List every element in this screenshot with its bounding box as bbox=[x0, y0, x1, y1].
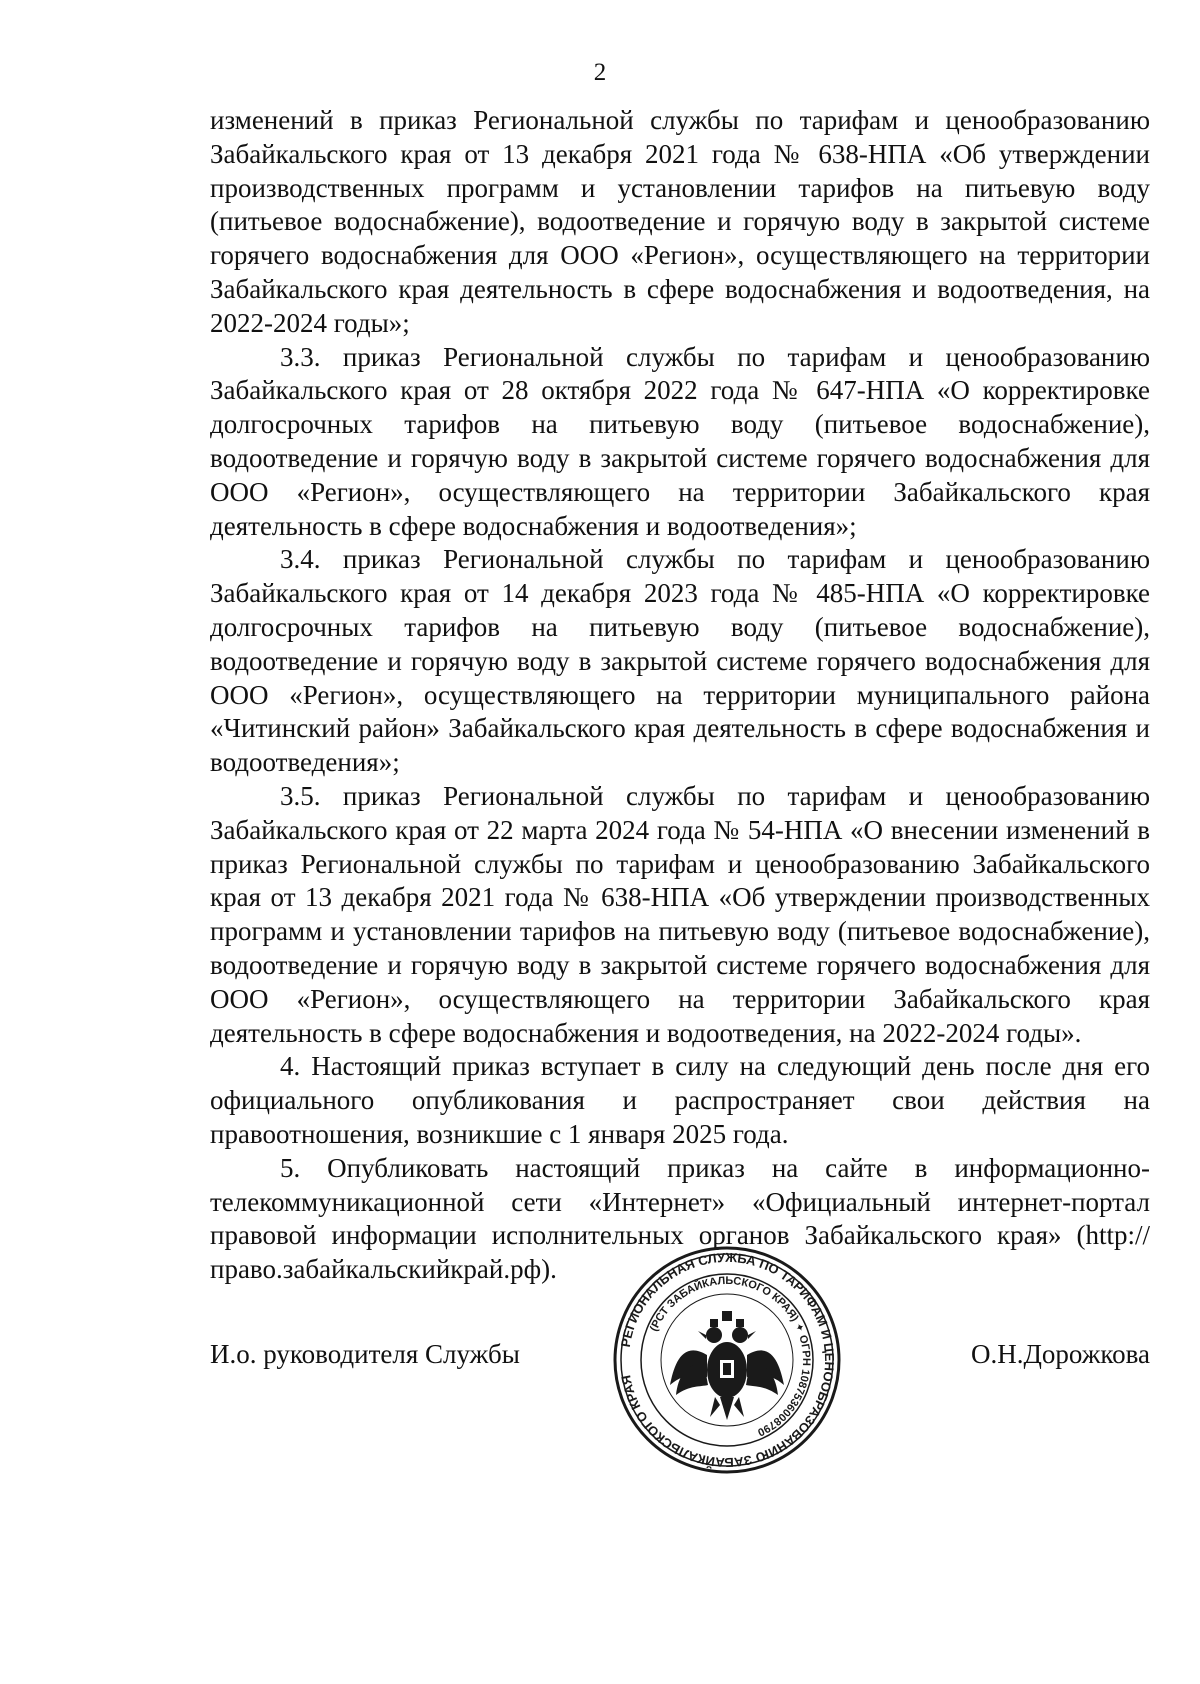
paragraph-continuation: изменений в приказ Региональной службы по тарифам и ценообразованию Забайкальского края от 13 декабря 2021 года № 638-НПА «Об утверждении производственных программ и установлении тарифов на питьевую воду (питьевое водоснабжение), водоотведение и горячую воду в закрытой системе горячего водоснабжения для ООО «Регион», осуществляющего на территории Забайкальского края деятельность в сфере водоснабжения и водоотведения, на 2022-2024 годы»; bbox=[210, 105, 1150, 338]
seal-inner-text: (РСТ ЗАБАЙКАЛЬСКОГО КРАЯ) ✦ ОГРН 1087536008790 bbox=[648, 1274, 813, 1439]
paragraph-item-3-5: 3.5. приказ Региональной службы по тарифам и ценообразованию Забайкальского края от 22 марта 2024 года № 54-НПА «О внесении изменений в приказ Региональной службы по тарифам и ценообразованию Забайкальского края от 13 декабря 2021 года № 638-НПА «Об утверждении производственных программ и установлении тарифов на питьевую воду (питьевое водоснабжение), водоотведение и горячую воду в закрытой системе горячего водоснабжения для ООО «Регион», осуществляющего на территории Забайкальского края деятельность в сфере водоснабжения и водоотведения, на 2022-2024 годы». bbox=[210, 780, 1150, 1048]
signer-name: О.Н.Дорожкова bbox=[970, 1339, 1150, 1369]
seal-emblem-icon bbox=[612, 1245, 842, 1475]
paragraph-item-4: 4. Настоящий приказ вступает в силу на следующий день после дня его официального опубликования и распространяет свои действия на правоотношения, возникшие с 1 января 2025 года. bbox=[210, 1051, 1150, 1149]
paragraph-item-3-3: 3.3. приказ Региональной службы по тарифам и ценообразованию Забайкальского края от 28 октября 2022 года № 647-НПА «О корректировке долгосрочных тарифов на питьевую воду (питьевое водоснабжение), водоотведение и горячую воду в закрытой системе горячего водоснабжения для ООО «Регион», осуществляющего на территории Забайкальского края деятельность в сфере водоснабжения и водоотведения»; bbox=[210, 341, 1150, 541]
document-body bbox=[210, 104, 1150, 1287]
paragraph-item-3-4: 3.4. приказ Региональной службы по тарифам и ценообразованию Забайкальского края от 14 декабря 2023 года № 485-НПА «О корректировке долгосрочных тарифов на питьевую воду (питьевое водоснабжение), водоотведение и горячую воду в закрытой системе горячего водоснабжения для ООО «Регион», осуществляющего на территории муниципального района «Читинский район» Забайкальского края деятельность в сфере водоснабжения и водоотведения»; bbox=[210, 544, 1150, 778]
paragraph-item-5: 5. Опубликовать настоящий приказ на сайте в информационно-телекоммуникационной сети «Интернет» «Официальный интернет-портал правовой информации исполнительных органов Забайкальского края» (http://право.забайкальскийкрай.рф). bbox=[210, 1152, 1150, 1285]
seal-outer-text: РЕГИОНАЛЬНАЯ СЛУЖБА ПО ТАРИФАМ И ЦЕНООБРАЗОВАНИЮ ЗАБАЙКАЛЬСКОГО КРАЯ bbox=[617, 1249, 838, 1471]
official-seal-stamp bbox=[612, 1245, 842, 1475]
signer-position: И.о. руководителя Службы bbox=[210, 1339, 520, 1369]
page-number: 2 bbox=[593, 59, 607, 86]
